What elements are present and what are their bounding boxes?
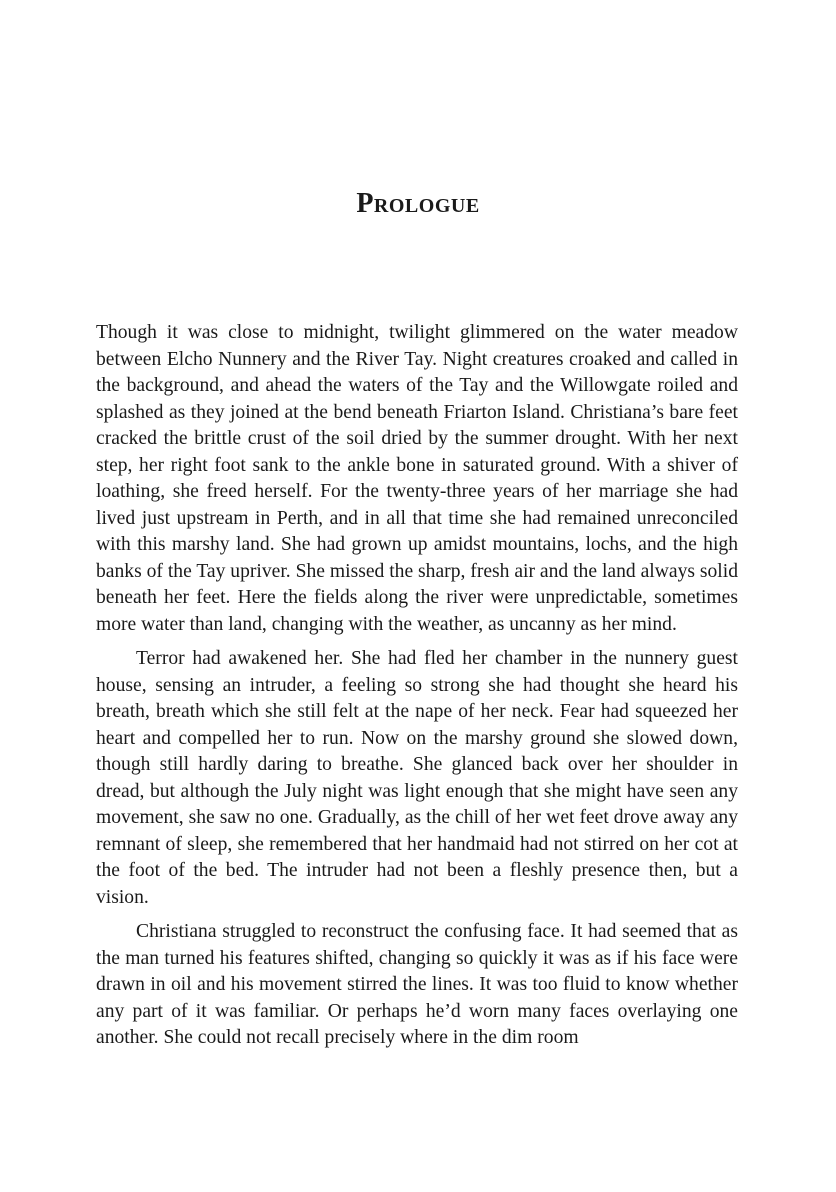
- body-text: [96, 320, 738, 1052]
- paragraph-3: Christiana struggled to reconstruct the confusing face. It had seemed that as the man turned his features shifted, changing so quickly it was as if his face were drawn in oil and his movement stirred the lines. It was too fluid to know whether any part of it was familiar. Or perhaps he’d worn many faces overlaying one another. She could not recall precisely where in the dim room: [96, 921, 738, 1048]
- paragraph-1: Though it was close to midnight, twilight glimmered on the water meadow between Elcho Nunnery and the River Tay. Night creatures croaked and called in the background, and ahead the waters of the Tay and the Willowgate roiled and splashed as they joined at the bend beneath Friarton Island. Christiana’s bare feet cracked the brittle crust of the soil dried by the summer drought. With her next step, her right foot sank to the ankle bone in saturated ground. With a shiver of loathing, she freed herself. For the twenty-three years of her marriage she had lived just upstream in Perth, and in all that time she had remained unreconciled with this marshy land. She had grown up amidst mountains, lochs, and the high banks of the Tay upriver. She missed the sharp, fresh air and the land always solid beneath her feet. Here the fields along the river were unpredictable, sometimes more water than land, changing with the weather, as uncanny as her mind.: [96, 322, 738, 635]
- paragraph-2: Terror had awakened her. She had fled her chamber in the nunnery guest house, sensing an intruder, a feeling so strong she had thought she heard his breath, breath which she still felt at the nape of her neck. Fear had squeezed her heart and compelled her to run. Now on the marshy ground she slowed down, though still hardly daring to breathe. She glanced back over her shoulder in dread, but although the July night was light enough that she might have seen any movement, she saw no one. Gradually, as the chill of her wet feet drove away any remnant of sleep, she remembered that her handmaid had not stirred on her cot at the foot of the bed. The intruder had not been a fleshly presence then, but a vision.: [96, 648, 738, 908]
- chapter-title: Prologue: [356, 188, 480, 219]
